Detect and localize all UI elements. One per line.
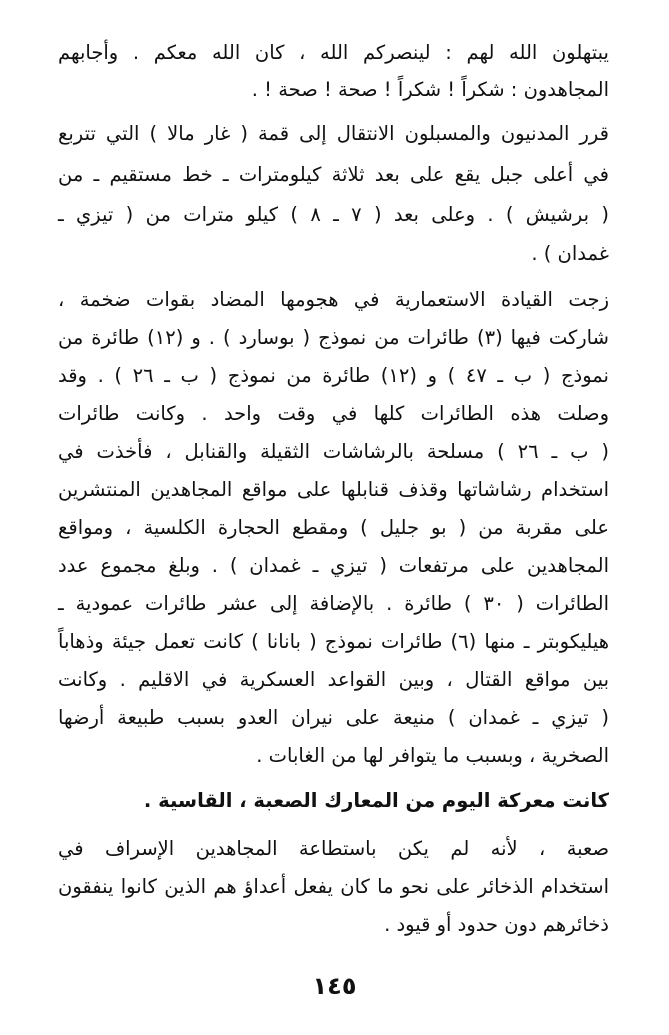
text-line: ( تيزي ـ غمدان ) منيعة على نيران العدو بسبب طبيعة أرضها [58, 706, 609, 729]
text-line: ( برشيش ) . وعلى بعد ( ٧ ـ ٨ ) كيلو مترات من ( تيزي ـ [58, 203, 609, 226]
text-line: على مقربة من ( بو جليل ) ومقطع الحجارة الكلسية ، ومواقع [58, 516, 609, 539]
text-line: المجاهدون : شكراً ! شكراً ! صحة ! صحة ! . [251, 78, 609, 101]
text-line: الطائرات ( ٣٠ ) طائرة . بالإضافة إلى عشر طائرات عمودية ـ [58, 592, 609, 615]
text-line: نموذج ( ب ـ ٤٧ ) و (١٢) طائرة من نموذج ( ب ـ ٢٦ ) . وقد [58, 364, 609, 387]
text-line: في أعلى جبل يقع على بعد ثلاثة كيلومترات ـ خط مستقيم ـ من [58, 163, 609, 186]
text-line: هيليكوبتر ـ منها (٦) طائرات نموذج ( بانانا ) كانت تعمل جيئة وذهاباً [58, 630, 609, 653]
text-line: يبتهلون الله لهم : لينصركم الله ، كان الله معكم . وأجابهم [58, 41, 609, 64]
page-number: ١٤٥ [312, 972, 357, 1000]
text-line: بين مواقع القتال ، وبين القواعد العسكرية في الاقليم . وكانت [58, 668, 609, 691]
text-line: غمدان ) . [531, 242, 609, 265]
text-line: ( ب ـ ٢٦ ) مسلحة بالرشاشات الثقيلة والقنابل ، فأخذت في [58, 440, 609, 463]
text-line: ذخائرهم دون حدود أو قيود . [384, 913, 609, 936]
bold-heading-line: كانت معركة اليوم من المعارك الصعبة ، القاسية . [143, 789, 609, 812]
text-line: وصلت هذه الطائرات كلها في وقت واحد . وكانت طائرات [58, 402, 609, 425]
text-line: الصخرية ، وبسبب ما يتوافر لها من الغابات . [256, 744, 609, 767]
text-line: استخدام الذخائر على نحو ما كان يفعل أعداؤ هم الذين كانوا ينفقون [58, 875, 609, 898]
text-line: شاركت فيها (٣) طائرات من نموذج ( بوسارد ) . و (١٢) طائرة من [58, 326, 609, 349]
text-line: زجت القيادة الاستعمارية في هجومها المضاد بقوات ضخمة ، [58, 288, 609, 311]
text-line: صعبة ، لأنه لم يكن باستطاعة المجاهدين الإسراف في [58, 837, 609, 860]
text-line: استخدام رشاشاتها وقذف قنابلها على مواقع المجاهدين المنتشرين [58, 478, 609, 501]
text-line: قرر المدنيون والمسبلون الانتقال إلى قمة ( غار مالا ) التي تتربع [58, 122, 609, 145]
text-line: المجاهدين على مرتفعات ( تيزي ـ غمدان ) . وبلغ مجموع عدد [58, 554, 609, 577]
